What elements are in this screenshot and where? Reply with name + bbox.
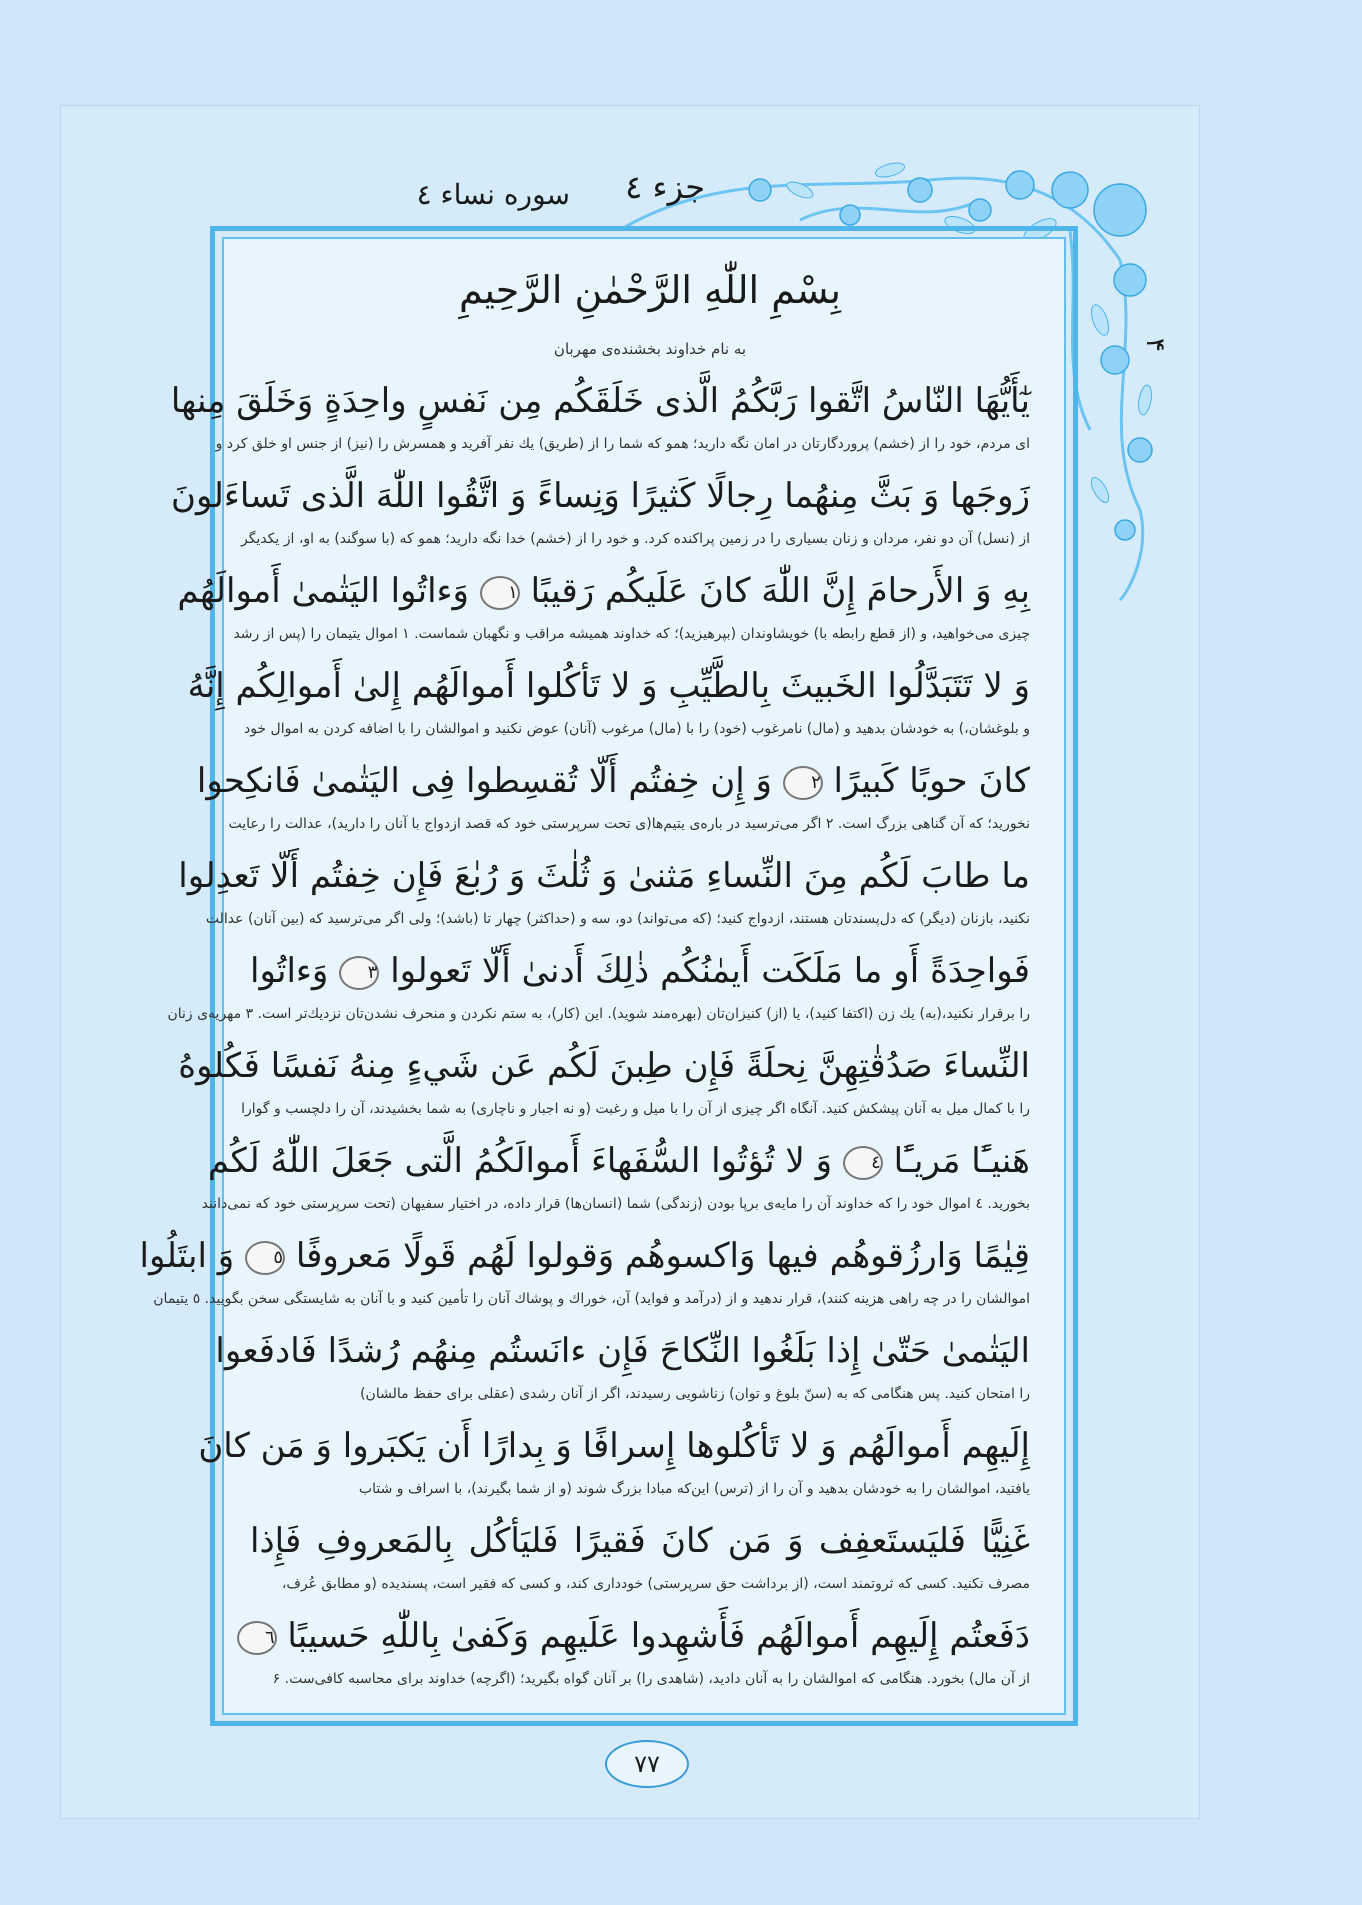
verse-line xyxy=(250,1605,1030,1700)
bismillah-arabic: بِسْمِ اللّٰهِ الرَّحْمٰنِ الرَّحِيمِ xyxy=(459,268,841,312)
verse-line xyxy=(198,1415,1030,1510)
farsi-translation: ای مردم، خود را از (خشم) پروردگارتان در امان نگه دارید؛ همو که شما را از (طریق) يك نفر آفريد و همسرش را (نيز) از جنس او خلق كرد و xyxy=(215,436,1030,452)
surah-label: سوره نساء ٤ xyxy=(416,178,570,211)
arabic-text: بِهِ وَ الأَرحامَ إِنَّ اللّٰهَ كانَ عَلَيكُم رَقيبًا ١ وَءاتُوا اليَتٰمىٰ أَموالَهُم xyxy=(177,571,1030,611)
farsi-translation: نخوريد؛ كه آن گناهی بزرگ است. ٢ اگر می‌ترسيد در باره‌ی يتيم‌ها(ی تحت سرپرستی خود كه قصد ازدواج با آنان را داريد)، عدالت را رعايت xyxy=(228,816,1030,832)
farsi-translation: را امتحان كنيد. پس هنگامی كه به (سنّ بلوغ و توان) زناشويی رسيدند، اگر از آنان رشدی (عقلی برای حفظ مالشان) xyxy=(360,1386,1030,1402)
verse-number-badge: ٥ xyxy=(245,1241,285,1275)
verse-line xyxy=(178,845,1030,940)
verse-lines xyxy=(139,370,1031,1700)
arabic-text: كانَ حوبًا كَبيرًا ٢ وَ إِن خِفتُم أَلّا تُقسِطوا فِى اليَتٰمىٰ فَانكِحوا xyxy=(196,761,1030,801)
arabic-text: يٰٓأَيُّهَا النّاسُ اتَّقوا رَبَّكُمُ الَّذى خَلَقَكُم مِن نَفسٍ واحِدَةٍ وَخَلَقَ مِنها xyxy=(170,381,1030,421)
farsi-translation: از (نسل) آن دو نفر، مردان و زنان بسیاری را در زمين پراكنده كرد. و خود را از (خشم) خدا نگه داريد؛ همو كه (با سوگند) به او، از يكديگر xyxy=(240,531,1030,547)
arabic-text: فَواحِدَةً أَو ما مَلَكَت أَيمٰنُكُم ذٰلِكَ أَدنىٰ أَلّا تَعولوا ٣ وَءاتُوا xyxy=(250,951,1031,991)
farsi-translation: نكنيد، بازنان (ديگر) كه دل‌پسندتان هستند، ازدواج كنيد؛ (كه می‌تواند) دو، سه و (حداكثر) چهار تا (باشد)؛ ولی اگر می‌ترسيد كه (بين آنان) عدالت xyxy=(205,911,1030,927)
arabic-text: وَ لا تَتَبَدَّلُوا الخَبيثَ بِالطَّيِّبِ وَ لا تَأكُلوا أَموالَهُم إِلىٰ أَموالِكُم إِنَّهُ xyxy=(187,666,1030,706)
verse-number-badge: ١ xyxy=(480,576,520,610)
farsi-translation: اموالشان را در چه راهی هزينه كنند)، قرار ندهيد و از (درآمد و فوايد) آن، خوراك و پوشاك آنان را تأمين كنيد و با آنان به شايستگی سخن بگوييد. ٥ يتيمان xyxy=(153,1291,1030,1307)
arabic-text: هَنيـًٔا مَريـًٔا ٤ وَ لا تُؤتُوا السُّفَهاءَ أَموالَكُمُ الَّتى جَعَلَ اللّٰهُ لَكُم xyxy=(207,1141,1030,1181)
arabic-text: النِّساءَ صَدُقٰتِهِنَّ نِحلَةً فَإِن طِبنَ لَكُم عَن شَيءٍ مِنهُ نَفسًا فَكُلوهُ xyxy=(178,1046,1030,1086)
verse-line xyxy=(250,1510,1030,1605)
verse-line xyxy=(178,1035,1030,1130)
verse-line xyxy=(187,655,1030,750)
bismillah-translation: به نام خداوند بخشنده‌ی مهربان xyxy=(553,340,747,358)
verse-number-badge: ٦ xyxy=(237,1621,277,1655)
verse-number-badge: ٣ xyxy=(339,956,379,990)
page-header xyxy=(400,168,800,218)
farsi-translation: از آن مال) بخورد. هنگامی كه اموالشان را به آنان داديد، (شاهدی را) بر آنان گواه بگيريد؛ (اگرچه) خداوند برای محاسبه كافی‌ست. ۶ xyxy=(272,1671,1030,1687)
verse-number-badge: ٢ xyxy=(783,766,823,800)
arabic-text: إِلَيهِم أَموالَهُم وَ لا تَأكُلوها إِسرافًا وَ بِدارًا أَن يَكبَروا وَ مَن كانَ xyxy=(198,1426,1030,1466)
verse-line xyxy=(170,370,1030,465)
farsi-translation: را با كمال ميل به آنان پيشكش كنيد. آنگاه اگر چيزی از آن را با ميل و رغبت (و نه اجبار و ناچاری) به شما بخشيدند، آن را دلچسب و گوارا xyxy=(241,1101,1030,1117)
arabic-text: دَفَعتُم إِلَيهِم أَموالَهُم فَأَشهِدوا عَلَيهِم وَكَفىٰ بِاللّٰهِ حَسيبًا ٦ xyxy=(250,1605,1030,1667)
juz-label: جزء ٤ xyxy=(625,168,705,206)
verse-line xyxy=(215,1320,1030,1415)
arabic-text: زَوجَها وَ بَثَّ مِنهُما رِجالًا كَثيرًا وَنِساءً وَ اتَّقُوا اللّٰهَ الَّذى تَساءَلونَ xyxy=(171,476,1030,516)
arabic-text: قِيٰمًا وَارزُقوهُم فيها وَاكسوهُم وَقولوا لَهُم قَولًا مَعروفًا ٥ وَ ابتَلُوا xyxy=(139,1236,1030,1276)
verse-line xyxy=(171,465,1030,560)
arabic-text: اليَتٰمىٰ حَتّىٰ إِذا بَلَغُوا النِّكاحَ فَإِن ءانَستُم مِنهُم رُشدًا فَادفَعوا xyxy=(215,1331,1030,1371)
verse-line xyxy=(167,940,1031,1035)
side-hizb-label: ۴ xyxy=(1140,338,1170,352)
arabic-text: غَنِيًّا فَليَستَعفِف وَ مَن كانَ فَقيرًا فَليَأكُل بِالمَعروفِ فَإِذا xyxy=(250,1521,1030,1561)
farsi-translation: و بلوغشان،) به خودشان بدهيد و (مال) نامرغوب (خود) را با (مال) مرغوب (آنان) عوض نكنيد و اموالشان را با اضافه كردن به اموال خود xyxy=(243,721,1030,737)
farsi-translation: را برقرار نكنيد،(به) يك زن (اكتفا كنيد)، يا (از) كنيزان‌تان (بهره‌مند شويد). اين (كار)، به ستم نكردن و منحرف نشدن‌تان نزديك‌تر است. ٣ مهريه‌ی زنان xyxy=(167,1006,1030,1022)
verse-line xyxy=(196,750,1030,845)
page-number: ٧٧ xyxy=(605,1740,689,1788)
verse-number-badge: ٤ xyxy=(843,1146,883,1180)
farsi-translation: مصرف نكنيد. كسی كه ثروتمند است، (از برداشت حق سرپرستی) خودداری كند، و كسی كه فقير است، پسنديده (و مطابق عُرف، xyxy=(281,1576,1030,1592)
arabic-text: ما طابَ لَكُم مِنَ النِّساءِ مَثنىٰ وَ ثُلٰثَ وَ رُبٰعَ فَإِن خِفتُم أَلّا تَعدِلوا xyxy=(178,856,1030,896)
verse-line xyxy=(177,560,1030,655)
farsi-translation: يافتيد، اموالشان را به خودشان بدهيد و آن را از (ترس) اين‌كه مبادا بزرگ شوند (و از شما بگيرند)، با اسراف و شتاب xyxy=(358,1481,1030,1497)
farsi-translation: بخوريد. ٤ اموال خود را كه خداوند آن را مايه‌ی برپا بودن (زندگی) شما (انسان‌ها) قرار داده، در اختيار سفيهان (تحت سرپرستی خود كه نمی‌دانند xyxy=(201,1196,1030,1212)
verse-line xyxy=(139,1225,1030,1320)
verse-line xyxy=(201,1130,1030,1225)
farsi-translation: چيزی می‌خواهيد، و (از قطع رابطه با) خويشاوندان (بپرهيزيد)؛ كه خداوند هميشه مراقب و نگهبان شماست. ١ اموال يتيمان را (پس از رشد xyxy=(233,626,1030,642)
